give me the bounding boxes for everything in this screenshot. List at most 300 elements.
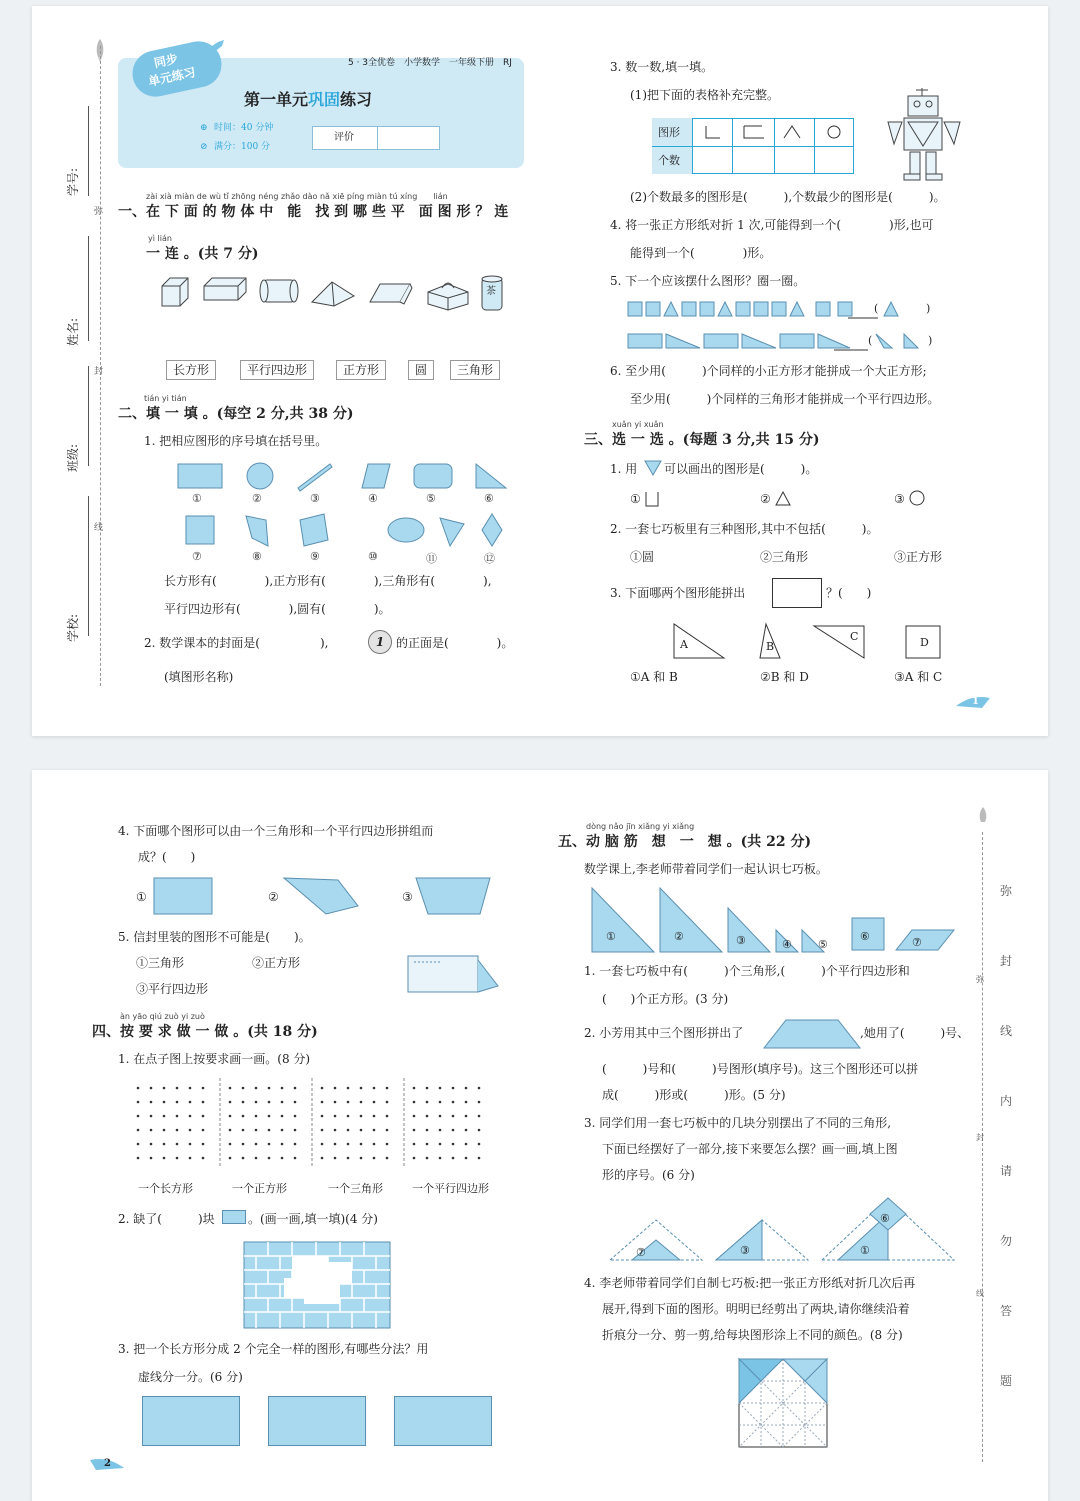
grid-dot[interactable]	[137, 1115, 140, 1118]
grid-dot[interactable]	[465, 1115, 468, 1118]
s2-answer-line2[interactable]: 平行四边形有( ),圆有( )。	[164, 602, 391, 616]
grid-dot[interactable]	[137, 1087, 140, 1090]
shape-no-10: ⑩	[368, 550, 378, 563]
shape-no-5: ⑤	[426, 492, 436, 505]
grid-dot[interactable]	[347, 1101, 350, 1104]
s5-q2b[interactable]: ,她用了( )号、	[860, 1026, 970, 1040]
grid-dot[interactable]	[294, 1129, 297, 1132]
piece-1: ①	[606, 930, 616, 943]
grid-dot[interactable]	[439, 1143, 442, 1146]
grid-dot[interactable]	[242, 1143, 245, 1146]
option-square-corner	[644, 490, 660, 508]
grid-dot[interactable]	[150, 1087, 153, 1090]
grid-dot[interactable]	[334, 1143, 337, 1146]
grid-dot[interactable]	[373, 1087, 376, 1090]
p2-q5[interactable]: 5. 信封里装的图形不可能是( )。	[118, 930, 311, 944]
s4-q3a: 3. 把一个长方形分成 2 个完全一样的图形,有哪些分法？用	[118, 1342, 429, 1356]
grid-dot[interactable]	[281, 1143, 284, 1146]
shape-no-8: ⑧	[252, 550, 262, 563]
grid-dot[interactable]	[202, 1115, 205, 1118]
grid-dot[interactable]	[189, 1101, 192, 1104]
piece-2: ②	[674, 930, 684, 943]
grid-dot[interactable]	[242, 1115, 245, 1118]
seal-feng: 封	[94, 367, 104, 377]
grid-dot[interactable]	[465, 1087, 468, 1090]
table-row-count: 个数	[658, 154, 680, 167]
grid-dot[interactable]	[202, 1101, 205, 1104]
grid-dot[interactable]	[189, 1157, 192, 1160]
pattern-row-2	[628, 332, 938, 352]
grid-dot[interactable]	[137, 1129, 140, 1132]
grid-dot[interactable]	[294, 1157, 297, 1160]
s5-q4c: 折痕分一分、剪一剪,给每块图形涂上不同的颜色。(8 分)	[602, 1328, 903, 1342]
s3-q1-opt3[interactable]: ③	[894, 492, 905, 506]
grid-dot[interactable]	[426, 1101, 429, 1104]
shape-no-9: ⑨	[310, 550, 320, 563]
folded-square[interactable]	[738, 1358, 828, 1448]
grid-dot[interactable]	[426, 1087, 429, 1090]
grid-dot[interactable]	[347, 1129, 350, 1132]
dot-grids[interactable]	[132, 1082, 502, 1168]
grid-dot[interactable]	[439, 1087, 442, 1090]
book-meta: 5 · 3全优卷 小学数学 一年级下册 RJ	[348, 58, 512, 68]
grid-dot[interactable]	[163, 1129, 166, 1132]
s1-pinyin2: yì lián	[148, 234, 172, 243]
pattern-row-1	[628, 300, 938, 322]
seal-side-6: 勿	[1000, 1234, 1013, 1248]
s5-title: 五、动 脑 筋 想 一 想 。(共 22 分)	[558, 834, 812, 850]
seal-small-xian: 线	[976, 1289, 984, 1298]
piece-letter-c: C	[850, 630, 859, 643]
s5-q1b[interactable]: ( )个正方形。(3 分)	[602, 992, 729, 1006]
grid-dot[interactable]	[360, 1157, 363, 1160]
grid-dot[interactable]	[242, 1129, 245, 1132]
grid-dot[interactable]	[373, 1129, 376, 1132]
grid-dot[interactable]	[150, 1143, 153, 1146]
grid-dot[interactable]	[386, 1143, 389, 1146]
p2-q5-opt2[interactable]: ②正方形	[252, 956, 301, 970]
grid-dot[interactable]	[176, 1129, 179, 1132]
p2-q5-opt3[interactable]: ③平行四边形	[136, 982, 209, 996]
grid-dot[interactable]	[229, 1087, 232, 1090]
piece-6: ⑥	[860, 930, 870, 943]
rocket-icon	[976, 806, 990, 828]
rocket-icon	[192, 38, 226, 60]
grid-dot[interactable]	[150, 1101, 153, 1104]
grid-dot[interactable]	[347, 1115, 350, 1118]
grid-dot[interactable]	[189, 1087, 192, 1090]
table-row-shape: 图形	[658, 126, 680, 139]
trapezoid-figure	[762, 1018, 862, 1050]
grid-dot[interactable]	[478, 1087, 481, 1090]
grid-dot[interactable]	[189, 1143, 192, 1146]
grid-dot[interactable]	[347, 1087, 350, 1090]
split-rect-1[interactable]	[142, 1396, 240, 1446]
grid-dot[interactable]	[439, 1101, 442, 1104]
grid-dot[interactable]	[229, 1129, 232, 1132]
seal-small-mi: 弥	[976, 975, 984, 984]
grid-dot[interactable]	[255, 1143, 258, 1146]
page-number-1: 1	[972, 696, 979, 707]
full-score: 满分：100 分	[214, 142, 271, 152]
s1-pinyin: zài xià miàn de wù tǐ zhōng néng zhǎo dào nǎ xiē píng miàn tú xíng lián	[146, 192, 448, 201]
grid-dot[interactable]	[202, 1087, 205, 1090]
grid-dot[interactable]	[268, 1143, 271, 1146]
grid-dot[interactable]	[478, 1143, 481, 1146]
grid-dot[interactable]	[163, 1143, 166, 1146]
eval-label: 评价	[334, 132, 354, 143]
dot-caption-1: 一个长方形	[138, 1182, 193, 1195]
s1-title: 一、在 下 面 的 物 体 中 能 找 到 哪 些 平 面 图 形 ？ 连	[118, 204, 509, 220]
grid-dot[interactable]	[163, 1115, 166, 1118]
grid-dot[interactable]	[229, 1143, 232, 1146]
grid-dot[interactable]	[150, 1157, 153, 1160]
s4-q2a[interactable]: 2. 缺了( )块	[118, 1212, 215, 1226]
grid-dot[interactable]	[452, 1157, 455, 1160]
grid-dot[interactable]	[163, 1157, 166, 1160]
seal-side-4: 内	[1000, 1094, 1013, 1108]
grid-dot[interactable]	[360, 1143, 363, 1146]
grid-dot[interactable]	[255, 1129, 258, 1132]
shape-no-1: ①	[192, 492, 202, 505]
grid-dot[interactable]	[478, 1101, 481, 1104]
brick-wall	[244, 1242, 390, 1328]
grid-dot[interactable]	[334, 1157, 337, 1160]
grid-dot[interactable]	[202, 1143, 205, 1146]
puzzle-piece-7: ⑦	[636, 1246, 646, 1259]
envelope-icon	[406, 954, 502, 994]
grid-dot[interactable]	[386, 1157, 389, 1160]
grid-dot[interactable]	[150, 1129, 153, 1132]
grid-dot[interactable]	[439, 1115, 442, 1118]
shape-no-2: ②	[252, 492, 262, 505]
grid-dot[interactable]	[294, 1115, 297, 1118]
split-rect-3[interactable]	[394, 1396, 492, 1446]
s5-q3a: 3. 同学们用一套七巧板中的几块分别摆出了不同的三角形,	[584, 1116, 892, 1130]
grid-dot[interactable]	[202, 1129, 205, 1132]
p2-q4b[interactable]: 成？( )	[138, 850, 196, 864]
grid-dot[interactable]	[465, 1157, 468, 1160]
grid-dot[interactable]	[229, 1101, 232, 1104]
grid-dot[interactable]	[426, 1115, 429, 1118]
puzzle-piece-1: ①	[860, 1244, 870, 1257]
piece-letter-a: A	[680, 638, 688, 651]
side-label-xuexiao: 学校:	[66, 613, 80, 642]
s2-q2b[interactable]: 的正面是( )。	[396, 636, 514, 650]
grid-dot[interactable]	[426, 1143, 429, 1146]
grid-dot[interactable]	[294, 1101, 297, 1104]
shape-no-7: ⑦	[192, 550, 202, 563]
s2-answer-line1[interactable]: 长方形有( ),正方形有( ),三角形有( ),	[164, 574, 492, 588]
grid-dot[interactable]	[176, 1157, 179, 1160]
s3-q3-opt2[interactable]: ②B 和 D	[760, 670, 809, 684]
seal-xian: 线	[94, 523, 104, 533]
s5-q1a[interactable]: 1. 一套七巧板中有( )个三角形,( )个平行四边形和	[584, 964, 910, 978]
grid-dot[interactable]	[426, 1157, 429, 1160]
grid-dot[interactable]	[255, 1101, 258, 1104]
grid-dot[interactable]	[281, 1129, 284, 1132]
seal-side-5: 请	[1000, 1164, 1013, 1178]
grid-dot[interactable]	[281, 1157, 284, 1160]
time-limit: 时间：40 分钟	[214, 123, 274, 133]
eval-box[interactable]	[312, 126, 440, 150]
s3-title: 三、选 一 选 。(每题 3 分,共 15 分)	[584, 432, 820, 448]
label-zhengfangxing[interactable]: 正方形	[336, 360, 386, 380]
grid-dot[interactable]	[478, 1129, 481, 1132]
grid-dot[interactable]	[321, 1101, 324, 1104]
s2-q4a[interactable]: 4. 将一张正方形纸对折 1 次,可能得到一个( )形,也可	[610, 218, 934, 232]
grid-dot[interactable]	[321, 1129, 324, 1132]
option-triangle	[774, 490, 792, 506]
seal-side-8: 题	[1000, 1374, 1013, 1388]
grid-dot[interactable]	[360, 1115, 363, 1118]
seal-side-2: 封	[1000, 954, 1013, 968]
shape-no-12: ⑫	[484, 552, 495, 565]
piece-7: ⑦	[912, 936, 922, 949]
s3-q2-opt3[interactable]: ③正方形	[894, 550, 943, 564]
worksheet-page-2	[32, 770, 1048, 1501]
tangram-pieces	[590, 886, 960, 956]
side-label-xingming: 姓名:	[66, 317, 80, 346]
grid-dot[interactable]	[268, 1101, 271, 1104]
triangle-ruler-icon	[644, 460, 662, 476]
grid-dot[interactable]	[137, 1101, 140, 1104]
grid-dot[interactable]	[281, 1101, 284, 1104]
grid-dot[interactable]	[413, 1101, 416, 1104]
seal-side-3: 线	[1000, 1024, 1013, 1038]
s5-q2d[interactable]: 成( )形或( )形。(5 分)	[602, 1088, 786, 1102]
grid-dot[interactable]	[334, 1101, 337, 1104]
grid-dot[interactable]	[373, 1101, 376, 1104]
seal-side-7: 答	[1000, 1304, 1013, 1318]
grid-dot[interactable]	[465, 1101, 468, 1104]
grid-dot[interactable]	[386, 1101, 389, 1104]
s3-q2-opt2[interactable]: ②三角形	[760, 550, 809, 564]
grid-dot[interactable]	[452, 1101, 455, 1104]
grid-dot[interactable]	[163, 1101, 166, 1104]
shape-no-4: ④	[368, 492, 378, 505]
s5-q2a: 2. 小芳用其中三个图形拼出了	[584, 1026, 744, 1040]
worksheet-page-1: 学号: 姓名: 班级: 学校: 弥 封 线 同步 单元练习 5 · 3全优卷 小学数学 一年级下册 RJ 第一单元巩固练习 ⊕ 时间：40 分钟 ⊘ 满分：100 分 评价 zài xià miàn de wù tǐ zhōng néng zhǎo dào nǎ xiē píng miàn tú xíng lián 一、在 下 面 的 物 体 中 能 找 到 哪 些 平 面 图 形 ？ 连 yì lián 一 连 。(共 7 分) 茶 长方形 平行四边形 正方形 圆 三角形 tián yi tián 二、填 一 填 。(每空 2 分,共 38 分) 1. 把相应图形的序号填在括号里。 ① ② ③ ④ ⑤ ⑥ ⑦ ⑧ ⑨ ⑩ ⑪ ⑫ 长方形有( ),正方形有( ),三角形有( ), 平行四边形有( ),圆有( )。 2. 数学课本的封面是( ), 1 的正面是( )。 (填图形名称) 3. 数一数,填一填。 (1)把下面的表格补充完整。 图形 个数 (2)个数最多的图形是( ),个数最少的图形是( )。 4. 将一张正方形纸对折 1 次,可能得到一个( )形,也可 能得到一个( )形。 5. 下一个应该摆什么图形？圈一圈。 ( ) ( ) 6. 至少用( )个同样的小正方形才能拼成一个大正方形; 至少用( )个同样的三角形才能拼成一个平行四边形。 xuǎn yi xuǎn 三、选 一 选 。(每题 3 分,共 15 分) 1. 用 可以画出的图形是( )。 ① ② ③ 2. 一套七巧板里有三种图形,其中不包括( )。 ①圆 ②三角形 ③正方形 3. 下面哪两个图形能拼出 ？( ) A B C D ①A 和 B ②B 和 D ③A 和 C 1	[32, 6, 1048, 736]
s2-q6b[interactable]: 至少用( )个同样的三角形才能拼成一个平行四边形。	[630, 392, 940, 406]
s3-q3-opt3[interactable]: ③A 和 C	[894, 670, 943, 684]
s1-title2: 一 连 。(共 7 分)	[146, 246, 259, 262]
s5-q4b: 展开,得到下面的图形。明明已经剪出了两块,请你继续沿着	[602, 1302, 910, 1316]
grid-dot[interactable]	[452, 1143, 455, 1146]
s3-q1-opt1[interactable]: ①	[630, 492, 641, 506]
grid-dot[interactable]	[268, 1087, 271, 1090]
s3-q2[interactable]: 2. 一套七巧板里有三种图形,其中不包括( )。	[610, 522, 879, 536]
s2-q3b[interactable]: (2)个数最多的图形是( ),个数最少的图形是( )。	[630, 190, 946, 204]
s3-q3a: 3. 下面哪两个图形能拼出	[610, 586, 746, 600]
target-rectangle	[772, 578, 822, 608]
grid-dot[interactable]	[452, 1115, 455, 1118]
s5-q3b: 下面已经摆好了一部分,接下来要怎么摆？画一画,填上图	[602, 1142, 898, 1156]
binding-cut-line-right	[982, 832, 983, 1462]
grid-dot[interactable]	[229, 1115, 232, 1118]
grid-dot[interactable]	[478, 1157, 481, 1160]
grid-dot[interactable]	[150, 1115, 153, 1118]
grid-dot[interactable]	[334, 1087, 337, 1090]
s4-q3b: 虚线分一分。(6 分)	[138, 1370, 243, 1384]
s2-q3a: (1)把下面的表格补充完整。	[630, 88, 779, 102]
s2-q2c: (填图形名称)	[164, 670, 234, 684]
grid-dot[interactable]	[242, 1101, 245, 1104]
grid-dot[interactable]	[176, 1143, 179, 1146]
s2-q3: 3. 数一数,填一填。	[610, 60, 714, 74]
label-changfangxing[interactable]: 长方形	[166, 360, 216, 380]
p2-q4a: 4. 下面哪个图形可以由一个三角形和一个平行四边形拼组而	[118, 824, 434, 838]
grid-dot[interactable]	[452, 1129, 455, 1132]
dot-caption-3: 一个三角形	[328, 1182, 383, 1195]
s5-intro: 数学课上,李老师带着同学们一起认识七巧板。	[584, 862, 828, 876]
page-number-2: 2	[104, 1458, 111, 1469]
dot-caption-2: 一个正方形	[232, 1182, 287, 1195]
triangle-puzzles[interactable]	[608, 1194, 958, 1264]
robot-figure	[882, 86, 966, 186]
grid-dot[interactable]	[413, 1129, 416, 1132]
grid-dot[interactable]	[360, 1101, 363, 1104]
s5-q3c: 形的序号。(6 分)	[602, 1168, 695, 1182]
piece-5: ⑤	[818, 938, 828, 951]
grid-dot[interactable]	[268, 1129, 271, 1132]
grid-dot[interactable]	[334, 1129, 337, 1132]
label-pingxingsibianxing[interactable]: 平行四边形	[240, 360, 314, 380]
grid-dot[interactable]	[294, 1087, 297, 1090]
p2-q4-opt1[interactable]: ①	[136, 890, 147, 904]
grid-dot[interactable]	[321, 1087, 324, 1090]
side-label-xuehao: 学号:	[66, 167, 80, 196]
grid-dot[interactable]	[176, 1087, 179, 1090]
grid-dot[interactable]	[268, 1115, 271, 1118]
grid-dot[interactable]	[281, 1115, 284, 1118]
coin-icon: 1	[368, 630, 392, 654]
grid-dot[interactable]	[163, 1087, 166, 1090]
s2-q2a[interactable]: 2. 数学课本的封面是( ),	[144, 636, 329, 650]
side-label-banji: 班级:	[66, 443, 80, 472]
grid-dot[interactable]	[268, 1157, 271, 1160]
grid-dot[interactable]	[255, 1115, 258, 1118]
shape-no-11: ⑪	[426, 552, 437, 565]
grid-dot[interactable]	[373, 1115, 376, 1118]
grid-dot[interactable]	[294, 1143, 297, 1146]
grid-dot[interactable]	[373, 1143, 376, 1146]
grid-dot[interactable]	[465, 1143, 468, 1146]
grid-dot[interactable]	[478, 1115, 481, 1118]
shape-no-3: ③	[310, 492, 320, 505]
grid-dot[interactable]	[137, 1143, 140, 1146]
piece-letter-b: B	[766, 640, 775, 653]
s4-pinyin: àn yāo qiú zuò yi zuò	[120, 1012, 205, 1021]
grid-dot[interactable]	[360, 1129, 363, 1132]
clock-icon: ⊕	[200, 123, 208, 133]
grid-dot[interactable]	[321, 1115, 324, 1118]
piece-3: ③	[736, 934, 746, 947]
grid-dot[interactable]	[347, 1157, 350, 1160]
shape-no-6: ⑥	[484, 492, 494, 505]
grid-dot[interactable]	[439, 1129, 442, 1132]
grid-dot[interactable]	[426, 1129, 429, 1132]
piece-4: ④	[782, 938, 792, 951]
dot-caption-4: 一个平行四边形	[412, 1182, 489, 1195]
grid-dot[interactable]	[176, 1115, 179, 1118]
table-shapes	[692, 118, 854, 146]
grid-dot[interactable]	[347, 1143, 350, 1146]
split-rect-2[interactable]	[268, 1396, 366, 1446]
grid-dot[interactable]	[189, 1115, 192, 1118]
grid-dot[interactable]	[189, 1129, 192, 1132]
grid-dot[interactable]	[176, 1101, 179, 1104]
grid-dot[interactable]	[242, 1157, 245, 1160]
seal-side-1: 弥	[1000, 884, 1013, 898]
s5-pinyin: dòng nǎo jīn xiǎng yi xiǎng	[586, 822, 695, 831]
grid-dot[interactable]	[386, 1115, 389, 1118]
grid-dot[interactable]	[465, 1129, 468, 1132]
banner-line1: 同步	[152, 51, 180, 71]
grid-dot[interactable]	[360, 1087, 363, 1090]
s3-q3b[interactable]: ？( )	[826, 586, 872, 600]
grid-dot[interactable]	[386, 1087, 389, 1090]
puzzle-piece-6: ⑥	[880, 1212, 890, 1225]
s2-pinyin: tián yi tián	[144, 394, 187, 403]
grid-dot[interactable]	[413, 1115, 416, 1118]
option-circle	[908, 490, 926, 506]
s3-q1a: 1. 用	[610, 462, 638, 476]
check-icon: ⊘	[200, 142, 208, 152]
grid-dot[interactable]	[202, 1157, 205, 1160]
p2-q4-opt3[interactable]: ③	[402, 890, 413, 904]
grid-dot[interactable]	[137, 1157, 140, 1160]
label-sanjiaoxing[interactable]: 三角形	[450, 360, 500, 380]
brick-sample	[222, 1210, 246, 1224]
grid-dot[interactable]	[281, 1087, 284, 1090]
piece-letter-d: D	[920, 636, 929, 649]
p2-q5-opt1[interactable]: ①三角形	[136, 956, 185, 970]
s5-q2c[interactable]: ( )号和( )号图形(填序号)。这三个图形还可以拼	[602, 1062, 919, 1076]
grid-dot[interactable]	[452, 1087, 455, 1090]
grid-dot[interactable]	[386, 1129, 389, 1132]
s3-q2-opt1[interactable]: ①圆	[630, 550, 655, 564]
unit-title: 第一单元巩固练习	[244, 90, 373, 109]
s3-pinyin: xuǎn yi xuǎn	[612, 420, 664, 429]
s2-q5: 5. 下一个应该摆什么图形？圈一圈。	[610, 274, 806, 288]
grid-dot[interactable]	[255, 1157, 258, 1160]
s2-q6a[interactable]: 6. 至少用( )个同样的小正方形才能拼成一个大正方形;	[610, 364, 927, 378]
grid-dot[interactable]	[439, 1157, 442, 1160]
seal-small-feng: 封	[976, 1133, 984, 1142]
s4-q2b: 。(画一画,填一填)(4 分)	[248, 1212, 378, 1226]
s3-q1b[interactable]: 可以画出的图形是( )。	[664, 462, 818, 476]
grid-dot[interactable]	[413, 1087, 416, 1090]
grid-dot[interactable]	[413, 1143, 416, 1146]
shapes-grid	[172, 458, 512, 550]
grid-dot[interactable]	[321, 1143, 324, 1146]
grid-dot[interactable]	[321, 1157, 324, 1160]
grid-dot[interactable]	[334, 1115, 337, 1118]
grid-dot[interactable]	[373, 1157, 376, 1160]
grid-dot[interactable]	[413, 1157, 416, 1160]
label-yuan[interactable]: 圆	[408, 360, 434, 380]
s3-q3-opt1[interactable]: ①A 和 B	[630, 670, 678, 684]
s2-title: 二、填 一 填 。(每空 2 分,共 38 分)	[118, 406, 354, 422]
grid-dot[interactable]	[242, 1087, 245, 1090]
s2-q4b[interactable]: 能得到一个( )形。	[630, 246, 772, 260]
s3-q1-opt2[interactable]: ②	[760, 492, 771, 506]
p2-q4-opt2[interactable]: ②	[268, 890, 279, 904]
grid-dot[interactable]	[255, 1087, 258, 1090]
grid-dot[interactable]	[229, 1157, 232, 1160]
seal-mi: 弥	[94, 207, 104, 217]
